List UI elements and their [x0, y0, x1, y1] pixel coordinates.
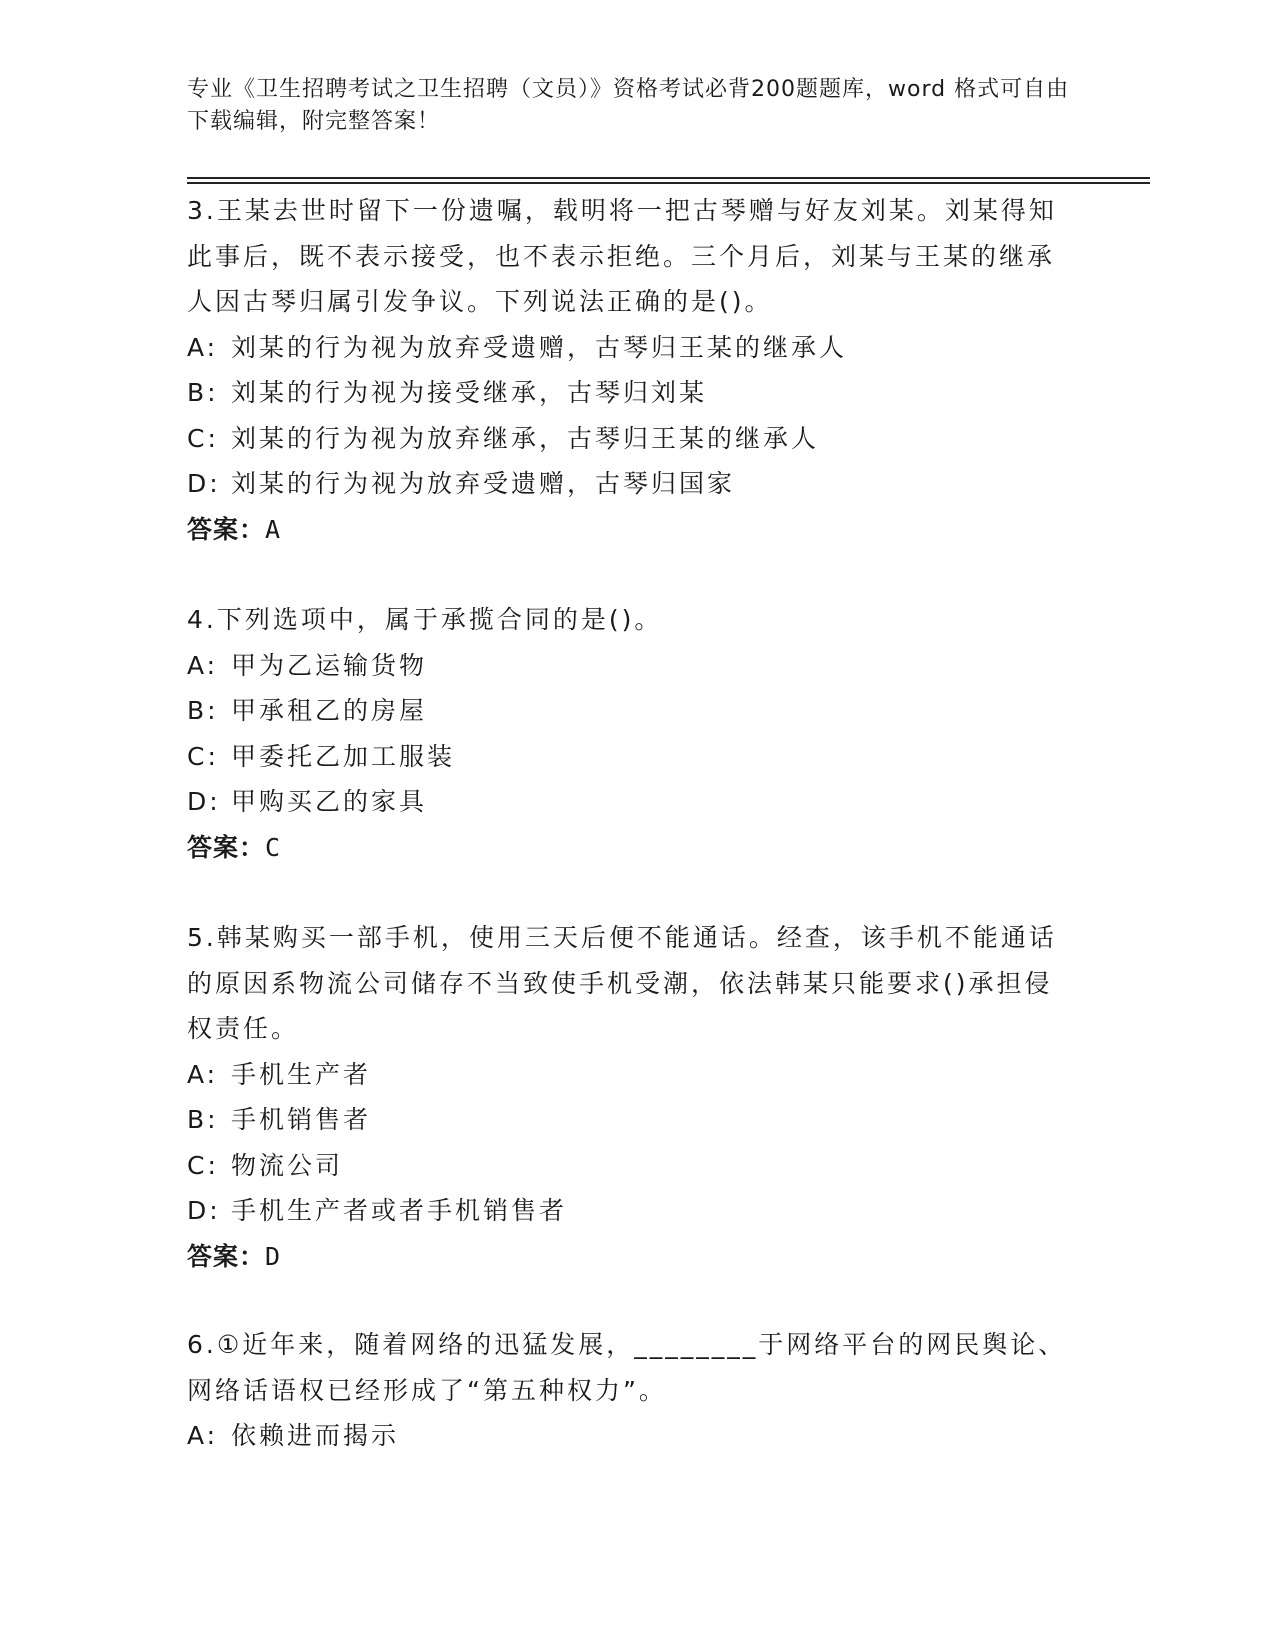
question-3 — [187, 188, 1067, 552]
question-4 — [187, 597, 1067, 870]
option-text: 刘某的行为视为放弃受遗赠，古琴归王某的继承人 — [231, 332, 848, 362]
option-text: 手机销售者 — [231, 1105, 372, 1134]
option-c — [187, 1143, 1067, 1189]
option-a — [187, 325, 1067, 371]
answer-label: 答案： — [187, 1241, 266, 1271]
option-b — [187, 370, 1067, 416]
option-b — [187, 688, 1067, 734]
option-letter: A: — [187, 332, 219, 362]
option-text: 刘某的行为视为放弃继承，古琴归王某的继承人 — [231, 423, 820, 453]
question-stem: 3.王某去世时留下一份遗嘱，载明将一把古琴赠与好友刘某。刘某得知此事后，既不表示接受，也不表示拒绝。三个月后，刘某与王某的继承人因古琴归属引发争议。下列说法正确的是()。 — [187, 196, 1057, 316]
question-6 — [187, 1322, 1067, 1459]
option-letter: A: — [187, 1421, 219, 1450]
header-divider-top — [187, 177, 1150, 179]
answer-value: D — [265, 1241, 282, 1271]
option-text: 甲为乙运输货物 — [231, 650, 428, 680]
option-letter: C: — [187, 423, 219, 453]
option-d — [187, 779, 1067, 825]
option-text: 手机生产者或者手机销售者 — [231, 1196, 568, 1225]
option-c — [187, 734, 1067, 780]
document-header: 专业《卫生招聘考试之卫生招聘（文员）》资格考试必背200题题库，word 格式可自由下载编辑，附完整答案！ — [187, 77, 1070, 134]
option-b — [187, 1097, 1067, 1143]
option-letter: B: — [187, 696, 219, 725]
question-stem: 6.①近年来，随着网络的迅猛发展，________于网络平台的网民舆论、网络话语权已经形成了“第五种权力”。 — [187, 1330, 1067, 1405]
option-text: 甲委托乙加工服装 — [231, 741, 456, 771]
option-text: 物流公司 — [231, 1150, 344, 1180]
option-letter: D: — [187, 787, 221, 816]
option-text: 刘某的行为视为接受继承，古琴归刘某 — [231, 378, 708, 407]
option-list — [187, 643, 1067, 825]
question-stem: 5.韩某购买一部手机，使用三天后便不能通话。经查，该手机不能通话的原因系物流公司储存不当致使手机受潮，依法韩某只能要求()承担侵权责任。 — [187, 923, 1057, 1043]
option-a — [187, 1413, 1067, 1459]
header-divider-bottom — [187, 182, 1150, 184]
option-d — [187, 1188, 1067, 1234]
answer-line — [187, 825, 1067, 871]
option-list — [187, 325, 1067, 507]
option-letter: C: — [187, 741, 219, 771]
option-d — [187, 461, 1067, 507]
option-text: 手机生产者 — [231, 1059, 372, 1089]
option-text: 刘某的行为视为放弃受遗赠，古琴归国家 — [231, 469, 736, 498]
option-list — [187, 1413, 1067, 1459]
option-list — [187, 1052, 1067, 1234]
option-letter: B: — [187, 378, 219, 407]
option-letter: A: — [187, 1059, 219, 1089]
option-text: 甲承租乙的房屋 — [231, 696, 428, 725]
option-text: 甲购买乙的家具 — [231, 787, 428, 816]
answer-line — [187, 507, 1067, 553]
option-letter: D: — [187, 469, 221, 498]
option-letter: A: — [187, 650, 219, 680]
option-text: 依赖进而揭示 — [231, 1421, 400, 1450]
answer-label: 答案： — [187, 514, 266, 544]
question-5 — [187, 915, 1067, 1279]
answer-line — [187, 1234, 1067, 1280]
option-letter: B: — [187, 1105, 219, 1134]
option-c — [187, 416, 1067, 462]
answer-label: 答案： — [187, 832, 266, 862]
question-stem: 4.下列选项中，属于承揽合同的是()。 — [187, 605, 663, 634]
option-letter: D: — [187, 1196, 221, 1225]
answer-value: C — [265, 832, 282, 862]
option-a — [187, 643, 1067, 689]
option-letter: C: — [187, 1150, 219, 1180]
option-a — [187, 1052, 1067, 1098]
answer-value: A — [265, 514, 282, 544]
